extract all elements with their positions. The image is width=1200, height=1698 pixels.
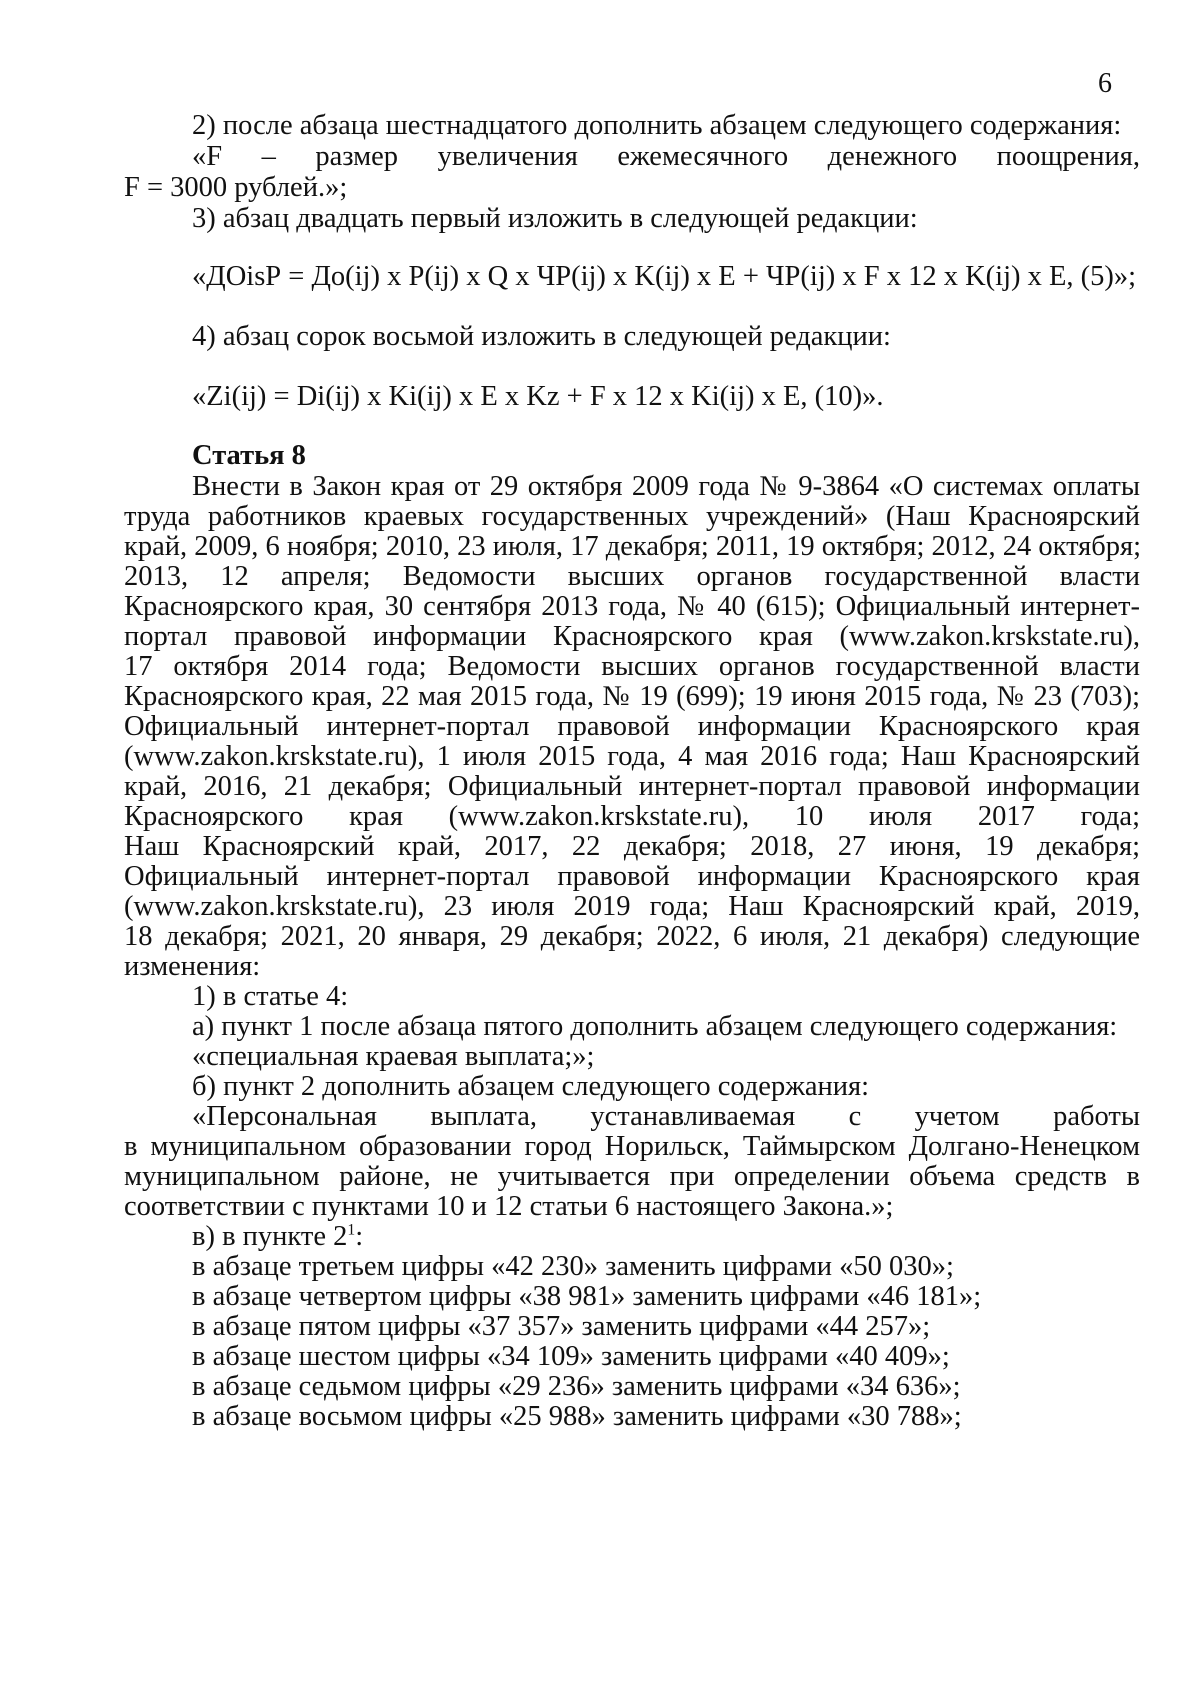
list-item: в абзаце пятом цифры «37 357» заменить цифрами «44 257»; (192, 1311, 931, 1342)
paragraph-line: 4) абзац сорок восьмой изложить в следующей редакции: (192, 321, 891, 352)
page-number: 6 (1098, 68, 1112, 99)
list-item: б) пункт 2 дополнить абзацем следующего содержания: (192, 1071, 870, 1102)
article-heading: Статья 8 (192, 440, 306, 471)
paragraph-line: край, 2009, 6 ноября; 2010, 23 июля, 17 декабря; 2011, 19 октября; 2012, 24 октября; (124, 531, 1142, 562)
paragraph-line: «F – размер увеличения ежемесячного денежного поощрения, (192, 141, 1140, 172)
paragraph-line: муниципальном районе, не учитывается при определении объема средств в (124, 1161, 1140, 1192)
paragraph-line: край, 2016, 21 декабря; Официальный интернет-портал правовой информации (124, 771, 1140, 802)
paragraph-line: труда работников краевых государственных учреждений» (Наш Красноярский (124, 501, 1140, 532)
list-item: в абзаце третьем цифры «42 230» заменить цифрами «50 030»; (192, 1251, 954, 1282)
paragraph-line: (www.zakon.krskstate.ru), 1 июля 2015 года, 4 мая 2016 года; Наш Красноярский (124, 741, 1140, 772)
list-item-text: в) в пункте 2 (192, 1221, 348, 1252)
superscript: 1 (347, 1221, 356, 1239)
list-item: в абзаце шестом цифры «34 109» заменить цифрами «40 409»; (192, 1341, 950, 1372)
paragraph-line: в муниципальном образовании город Норильск, Таймырском Долгано-Ненецком (124, 1131, 1140, 1162)
list-item: в абзаце седьмом цифры «29 236» заменить цифрами «34 636»; (192, 1371, 961, 1402)
paragraph-line: 2013, 12 апреля; Ведомости высших органов государственной власти (124, 561, 1140, 592)
paragraph-line: F = 3000 рублей.»; (124, 172, 348, 203)
paragraph-line: Внести в Закон края от 29 октября 2009 года № 9-3864 «О системах оплаты (192, 471, 1140, 502)
list-item (192, 1221, 1140, 1253)
formula-line: «Zi(ij) = Di(ij) x Ki(ij) x E x Kz + F x 12 x Ki(ij) x E, (10)». (192, 381, 884, 412)
paragraph-line: Красноярского края, 30 сентября 2013 года, № 40 (615); Официальный интернет- (124, 591, 1140, 622)
list-item: в абзаце четвертом цифры «38 981» заменить цифрами «46 181»; (192, 1281, 982, 1312)
paragraph-line: 3) абзац двадцать первый изложить в следующей редакции: (192, 203, 918, 234)
paragraph-line: портал правовой информации Красноярского края (www.zakon.krskstate.ru), (124, 621, 1140, 652)
paragraph-line: Официальный интернет-портал правовой информации Красноярского края (124, 861, 1140, 892)
paragraph-line: Красноярского края, 22 мая 2015 года, № 19 (699); 19 июня 2015 года, № 23 (703); (124, 681, 1140, 712)
paragraph-line: 17 октября 2014 года; Ведомости высших органов государственной власти (124, 651, 1140, 682)
paragraph-line: изменения: (124, 951, 261, 982)
list-item: 1) в статье 4: (192, 981, 349, 1012)
list-item: а) пункт 1 после абзаца пятого дополнить абзацем следующего содержания: (192, 1011, 1118, 1042)
paragraph-line: Официальный интернет-портал правовой информации Красноярского края (124, 711, 1140, 742)
formula-line: «ДОisР = До(ij) x P(ij) x Q x ЧР(ij) x K(ij) x E + ЧР(ij) x F x 12 x K(ij) x E, (5)»; (192, 261, 1137, 292)
paragraph-line: 18 декабря; 2021, 20 января, 29 декабря; 2022, 6 июля, 21 декабря) следующие (124, 921, 1140, 952)
paragraph-line: Красноярского края (www.zakon.krskstate.ru), 10 июля 2017 года; (124, 801, 1140, 832)
paragraph-line: 2) после абзаца шестнадцатого дополнить абзацем следующего содержания: (192, 110, 1122, 141)
list-item-colon: : (355, 1221, 364, 1252)
paragraph-line: (www.zakon.krskstate.ru), 23 июля 2019 года; Наш Красноярский край, 2019, (124, 891, 1140, 922)
list-item: в абзаце восьмом цифры «25 988» заменить цифрами «30 788»; (192, 1401, 962, 1432)
list-item: «специальная краевая выплата;»; (192, 1041, 595, 1072)
paragraph-line: «Персональная выплата, устанавливаемая с учетом работы (192, 1101, 1140, 1132)
paragraph-line: соответствии с пунктами 10 и 12 статьи 6 настоящего Закона.»; (124, 1191, 894, 1222)
paragraph-line: Наш Красноярский край, 2017, 22 декабря; 2018, 27 июня, 19 декабря; (124, 831, 1140, 862)
